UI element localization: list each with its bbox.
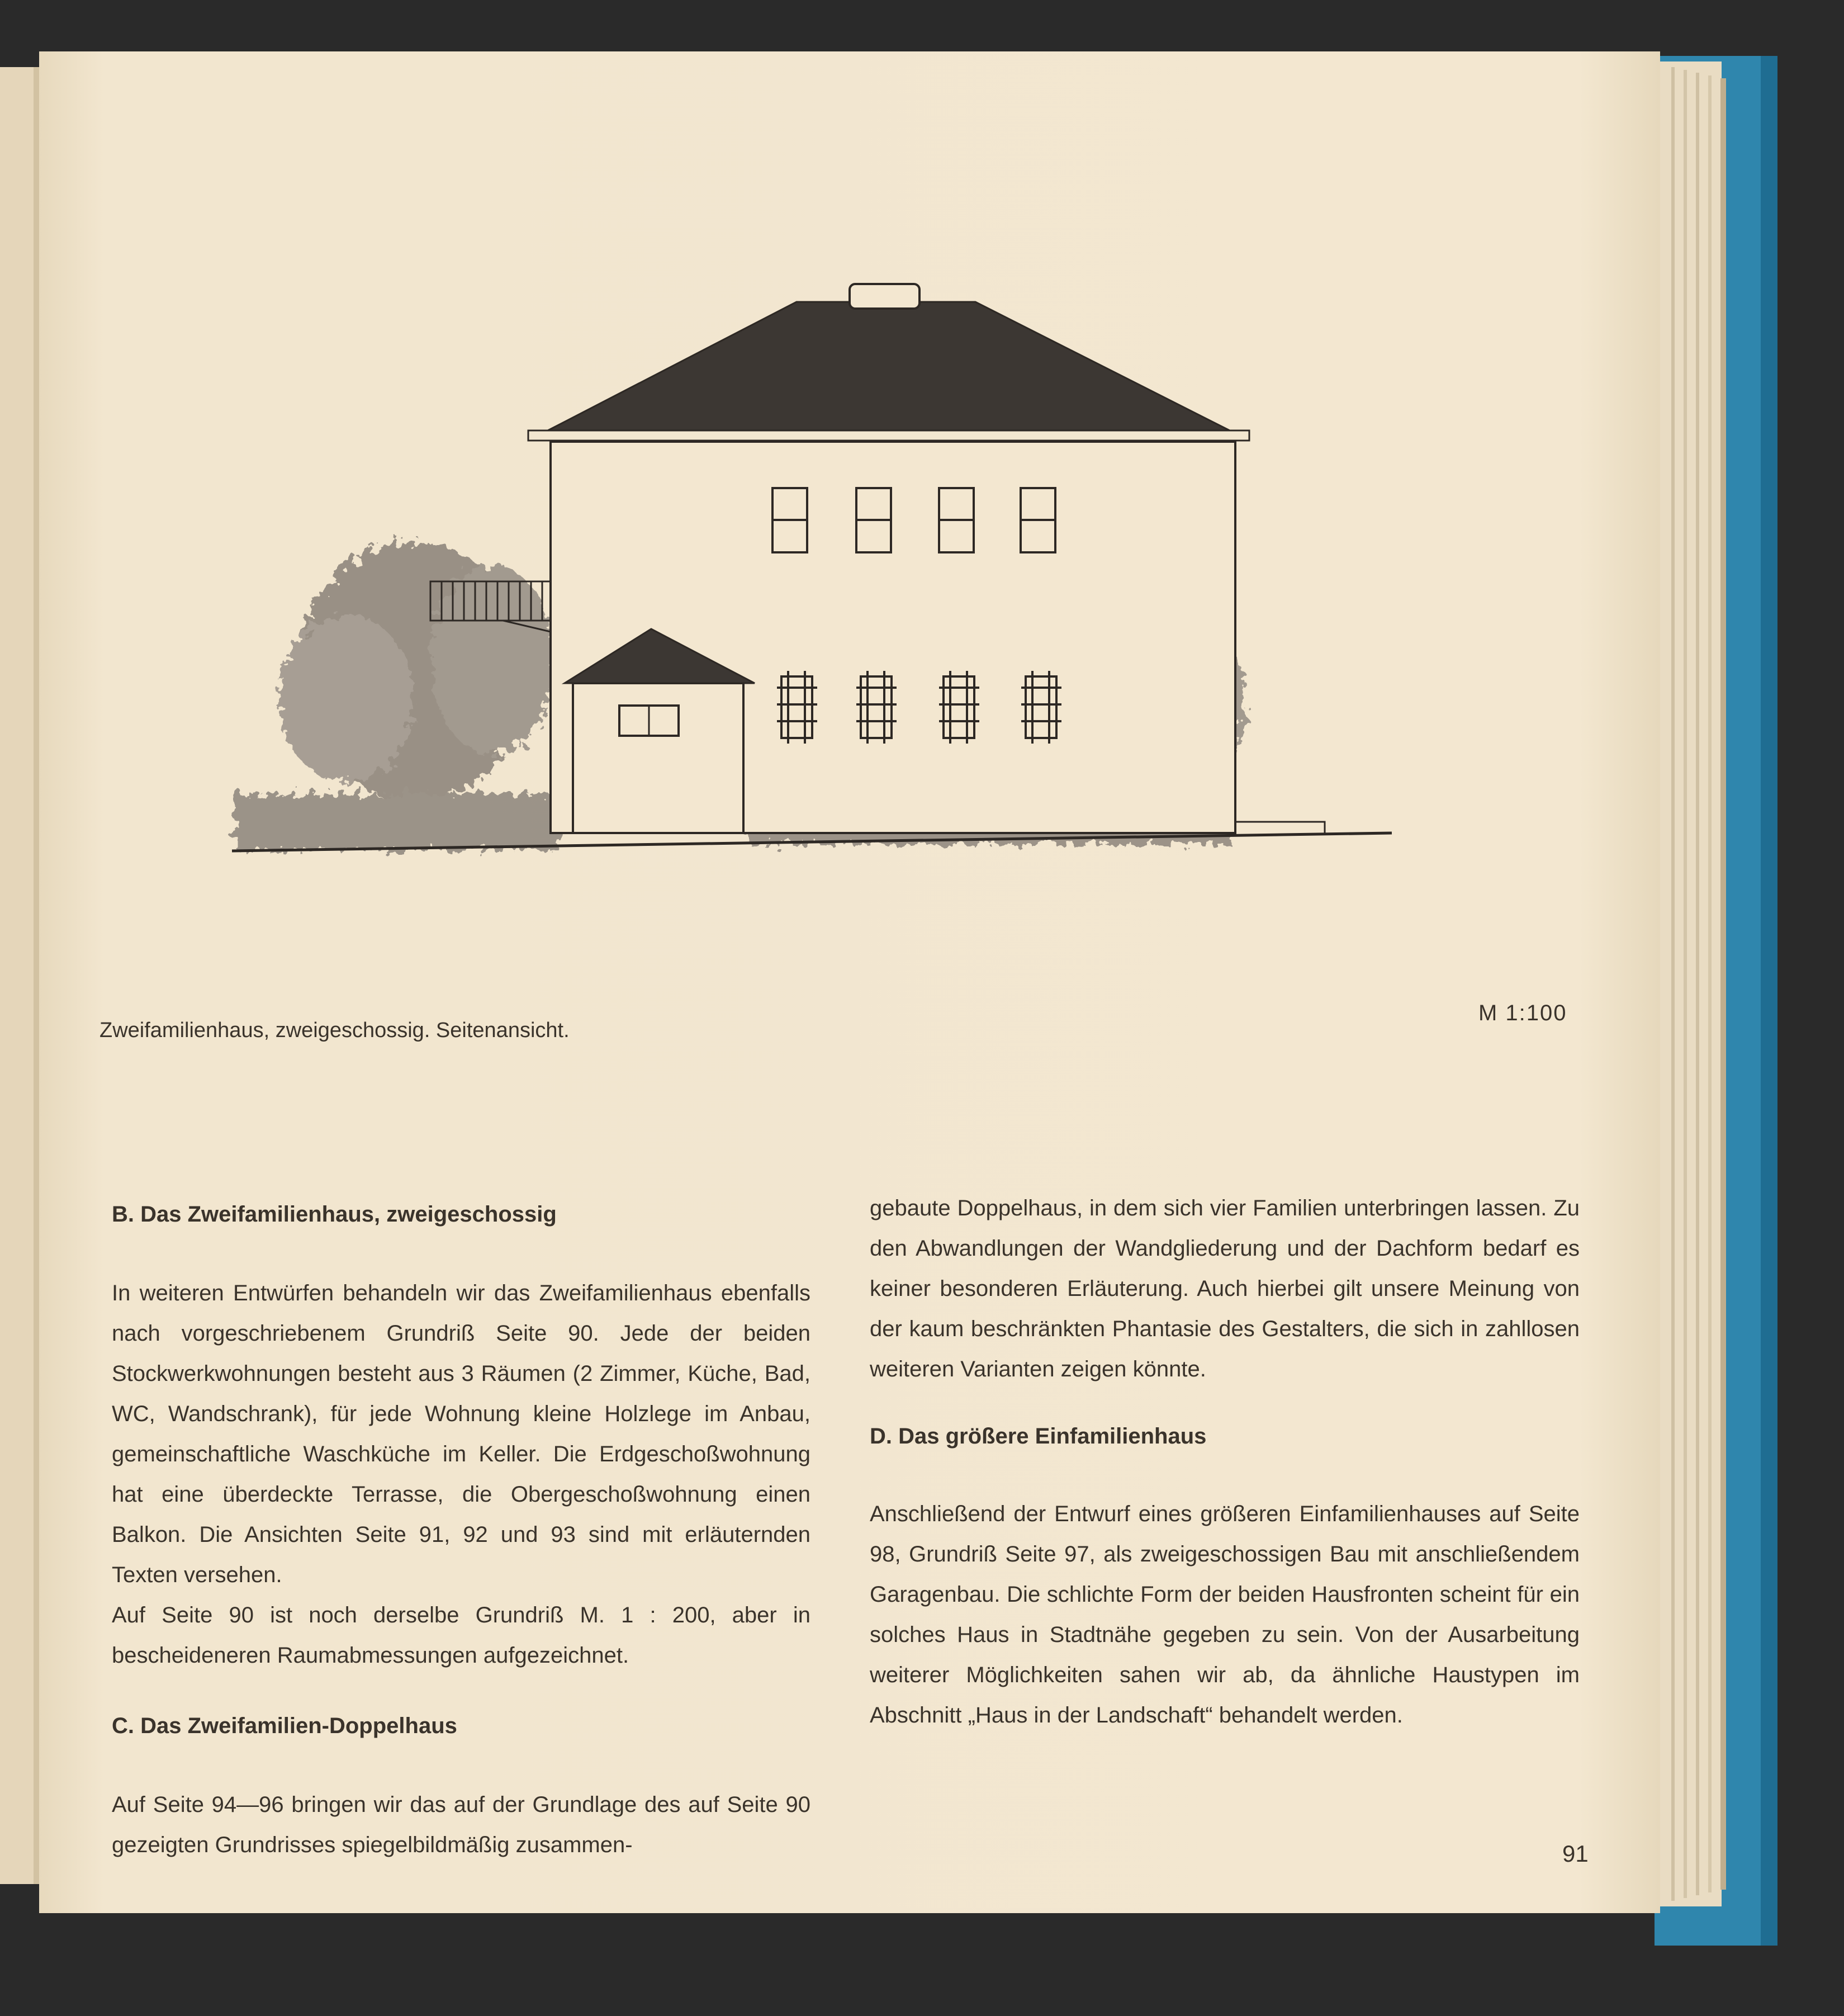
- page-edges: [1655, 61, 1726, 1906]
- left-column: [112, 1202, 810, 1865]
- section-c-paragraph: Auf Seite 94—96 bringen wir das auf der Grundlage des auf Seite 90 gezeigten Grundrisses spiegelbildmäßig zusammen-: [112, 1792, 810, 1857]
- section-b-paragraph-1: In weiteren Entwürfen behandeln wir das Zweifamilienhaus ebenfalls nach vorgeschriebenem Grundriß Seite 90. Jede der beiden Stockwerkwohnungen besteht aus 3 Räumen (2 Zimmer, Küche, Bad, WC, Wandschrank), für jede Wohnung kleine Holzlege im Anbau, gemeinschaftliche Waschküche im Keller. Die Erdgeschoßwohnung hat eine überdeckte Terrasse, die Obergeschoßwohnung einen Balkon. Die Ansichten Seite 91, 92 und 93 sind mit erläuternden Texten versehen.: [112, 1281, 810, 1587]
- section-c-continued-paragraph: gebaute Doppelhaus, in dem sich vier Familien unterbringen lassen. Zu den Abwandlungen der Wandgliederung und der Dachform bedarf es keiner besonderen Erläuterung. Auch hierbei gilt unsere Meinung von der kaum beschränkten Phantasie des Gestalters, die sich in zahllosen weiteren Varianten zeigen könnte.: [870, 1196, 1580, 1381]
- right-column: [870, 1188, 1580, 1735]
- section-d-heading: D. Das größere Einfamilienhaus: [870, 1424, 1207, 1449]
- cornice: [528, 430, 1249, 441]
- book-cover-shadow: [1761, 56, 1777, 1946]
- section-c-heading: C. Das Zweifamilien-Doppelhaus: [112, 1714, 457, 1738]
- section-b-paragraph-2: Auf Seite 90 ist noch derselbe Grundriß M. 1 : 200, aber in bescheideneren Raumabmessungen aufgezeichnet.: [112, 1603, 810, 1668]
- section-d-paragraph: Anschließend der Entwurf eines größeren Einfamilienhauses auf Seite 98, Grundriß Seite 97, als zweigeschossigen Bau mit anschließendem Garagenbau. Die schlichte Form der beiden Hausfronten scheint für ein solches Haus in Stadtnähe gegeben zu sein. Von der Ausarbeitung weiterer Möglichkeiten sahen wir ab, da ähnliche Haustypen im Abschnitt „Haus in der Landschaft“ behandelt werden.: [870, 1502, 1580, 1728]
- roof-hatch: [850, 284, 919, 309]
- figure-caption: Zweifamilienhaus, zweigeschossig. Seitenansicht.: [99, 1019, 570, 1042]
- section-b-heading: B. Das Zweifamilienhaus, zweigeschossig: [112, 1202, 557, 1227]
- figure-scale: M 1:100: [1478, 1001, 1567, 1025]
- page-number: 91: [1562, 1840, 1589, 1867]
